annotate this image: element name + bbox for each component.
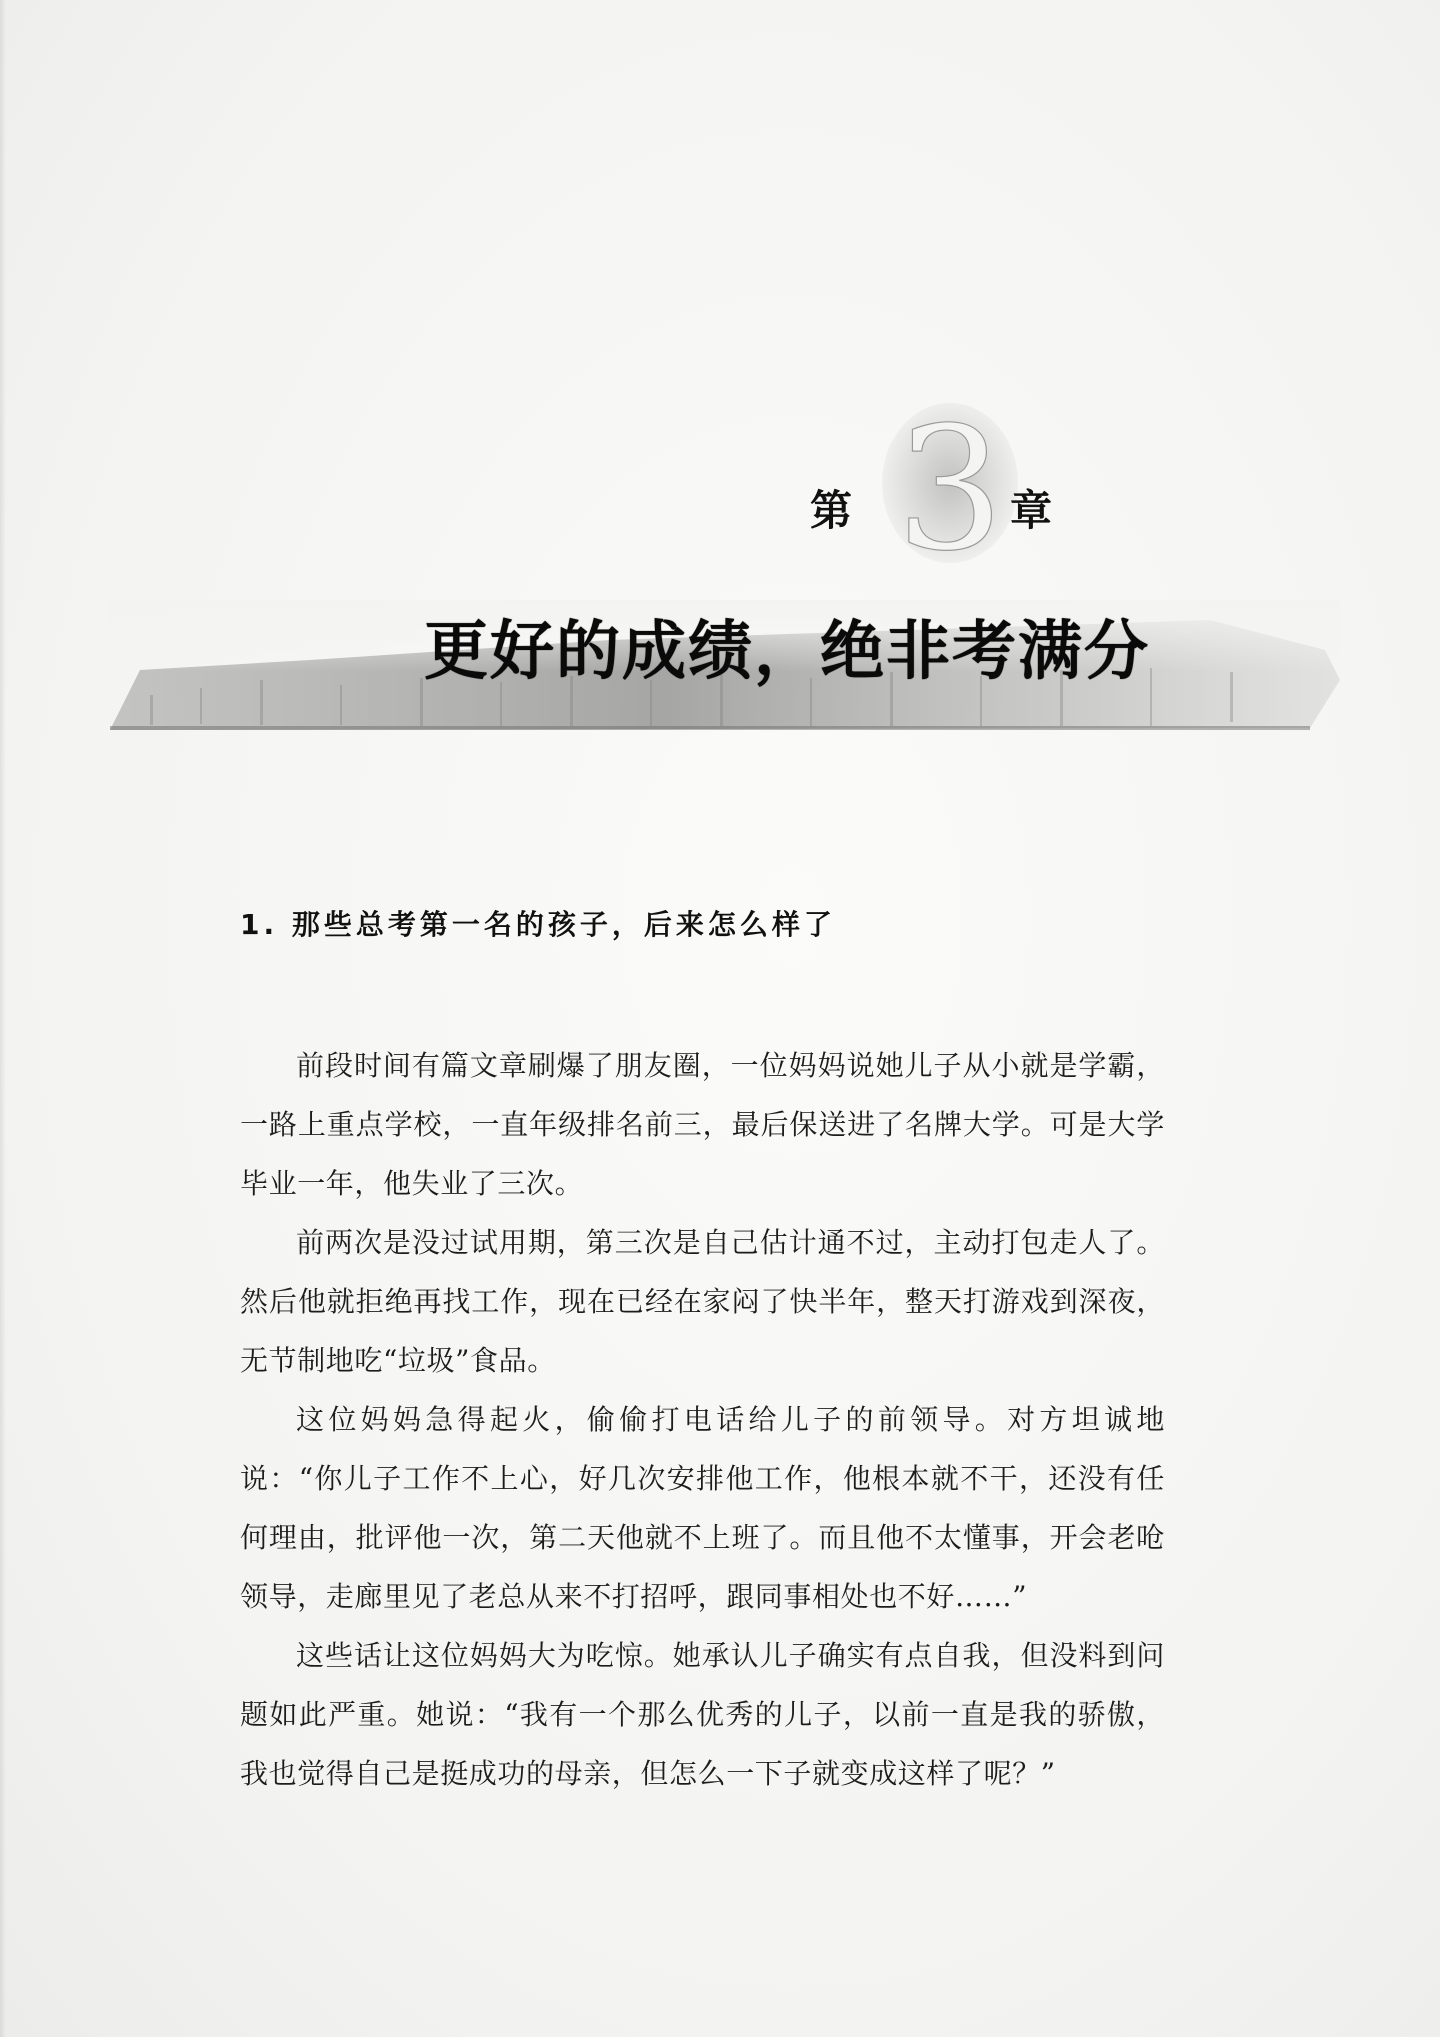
- chapter-title: 更好的成绩，绝非考满分: [424, 615, 1150, 689]
- chapter-header: [0, 0, 1440, 800]
- paragraph: 这位妈妈急得起火，偷偷打电话给儿子的前领导。对方坦诚地说：“你儿子工作不上心，好几次安排他工作，他根本就不干，还没有任何理由，批评他一次，第二天他就不上班了。而且他不太懂事，开会老呛领导，走廊里见了老总从来不打招呼，跟同事相处也不好……”: [240, 1403, 1165, 1613]
- chapter-number-digit: 3: [895, 398, 1005, 568]
- paragraph: 这些话让这位妈妈大为吃惊。她承认儿子确实有点自我，但没料到问题如此严重。她说：“我有一个那么优秀的儿子，以前一直是我的骄傲，我也觉得自己是挺成功的母亲，但怎么一下子就变成这样了呢？”: [240, 1639, 1165, 1790]
- body-text: [240, 1036, 1165, 1803]
- chapter-number-row: [810, 398, 1150, 568]
- section-title: 1. 那些总考第一名的孩子，后来怎么样了: [240, 908, 836, 941]
- chapter-prefix: 第: [810, 486, 853, 535]
- paragraph: 前段时间有篇文章刷爆了朋友圈，一位妈妈说她儿子从小就是学霸，一路上重点学校，一直年级排名前三，最后保送进了名牌大学。可是大学毕业一年，他失业了三次。: [240, 1049, 1165, 1200]
- chapter-number: [880, 398, 1020, 568]
- paragraph: 前两次是没过试用期，第三次是自己估计通不过，主动打包走人了。然后他就拒绝再找工作，现在已经在家闷了快半年，整天打游戏到深夜，无节制地吃“垃圾”食品。: [240, 1226, 1165, 1377]
- chapter-suffix: 章: [1010, 486, 1053, 535]
